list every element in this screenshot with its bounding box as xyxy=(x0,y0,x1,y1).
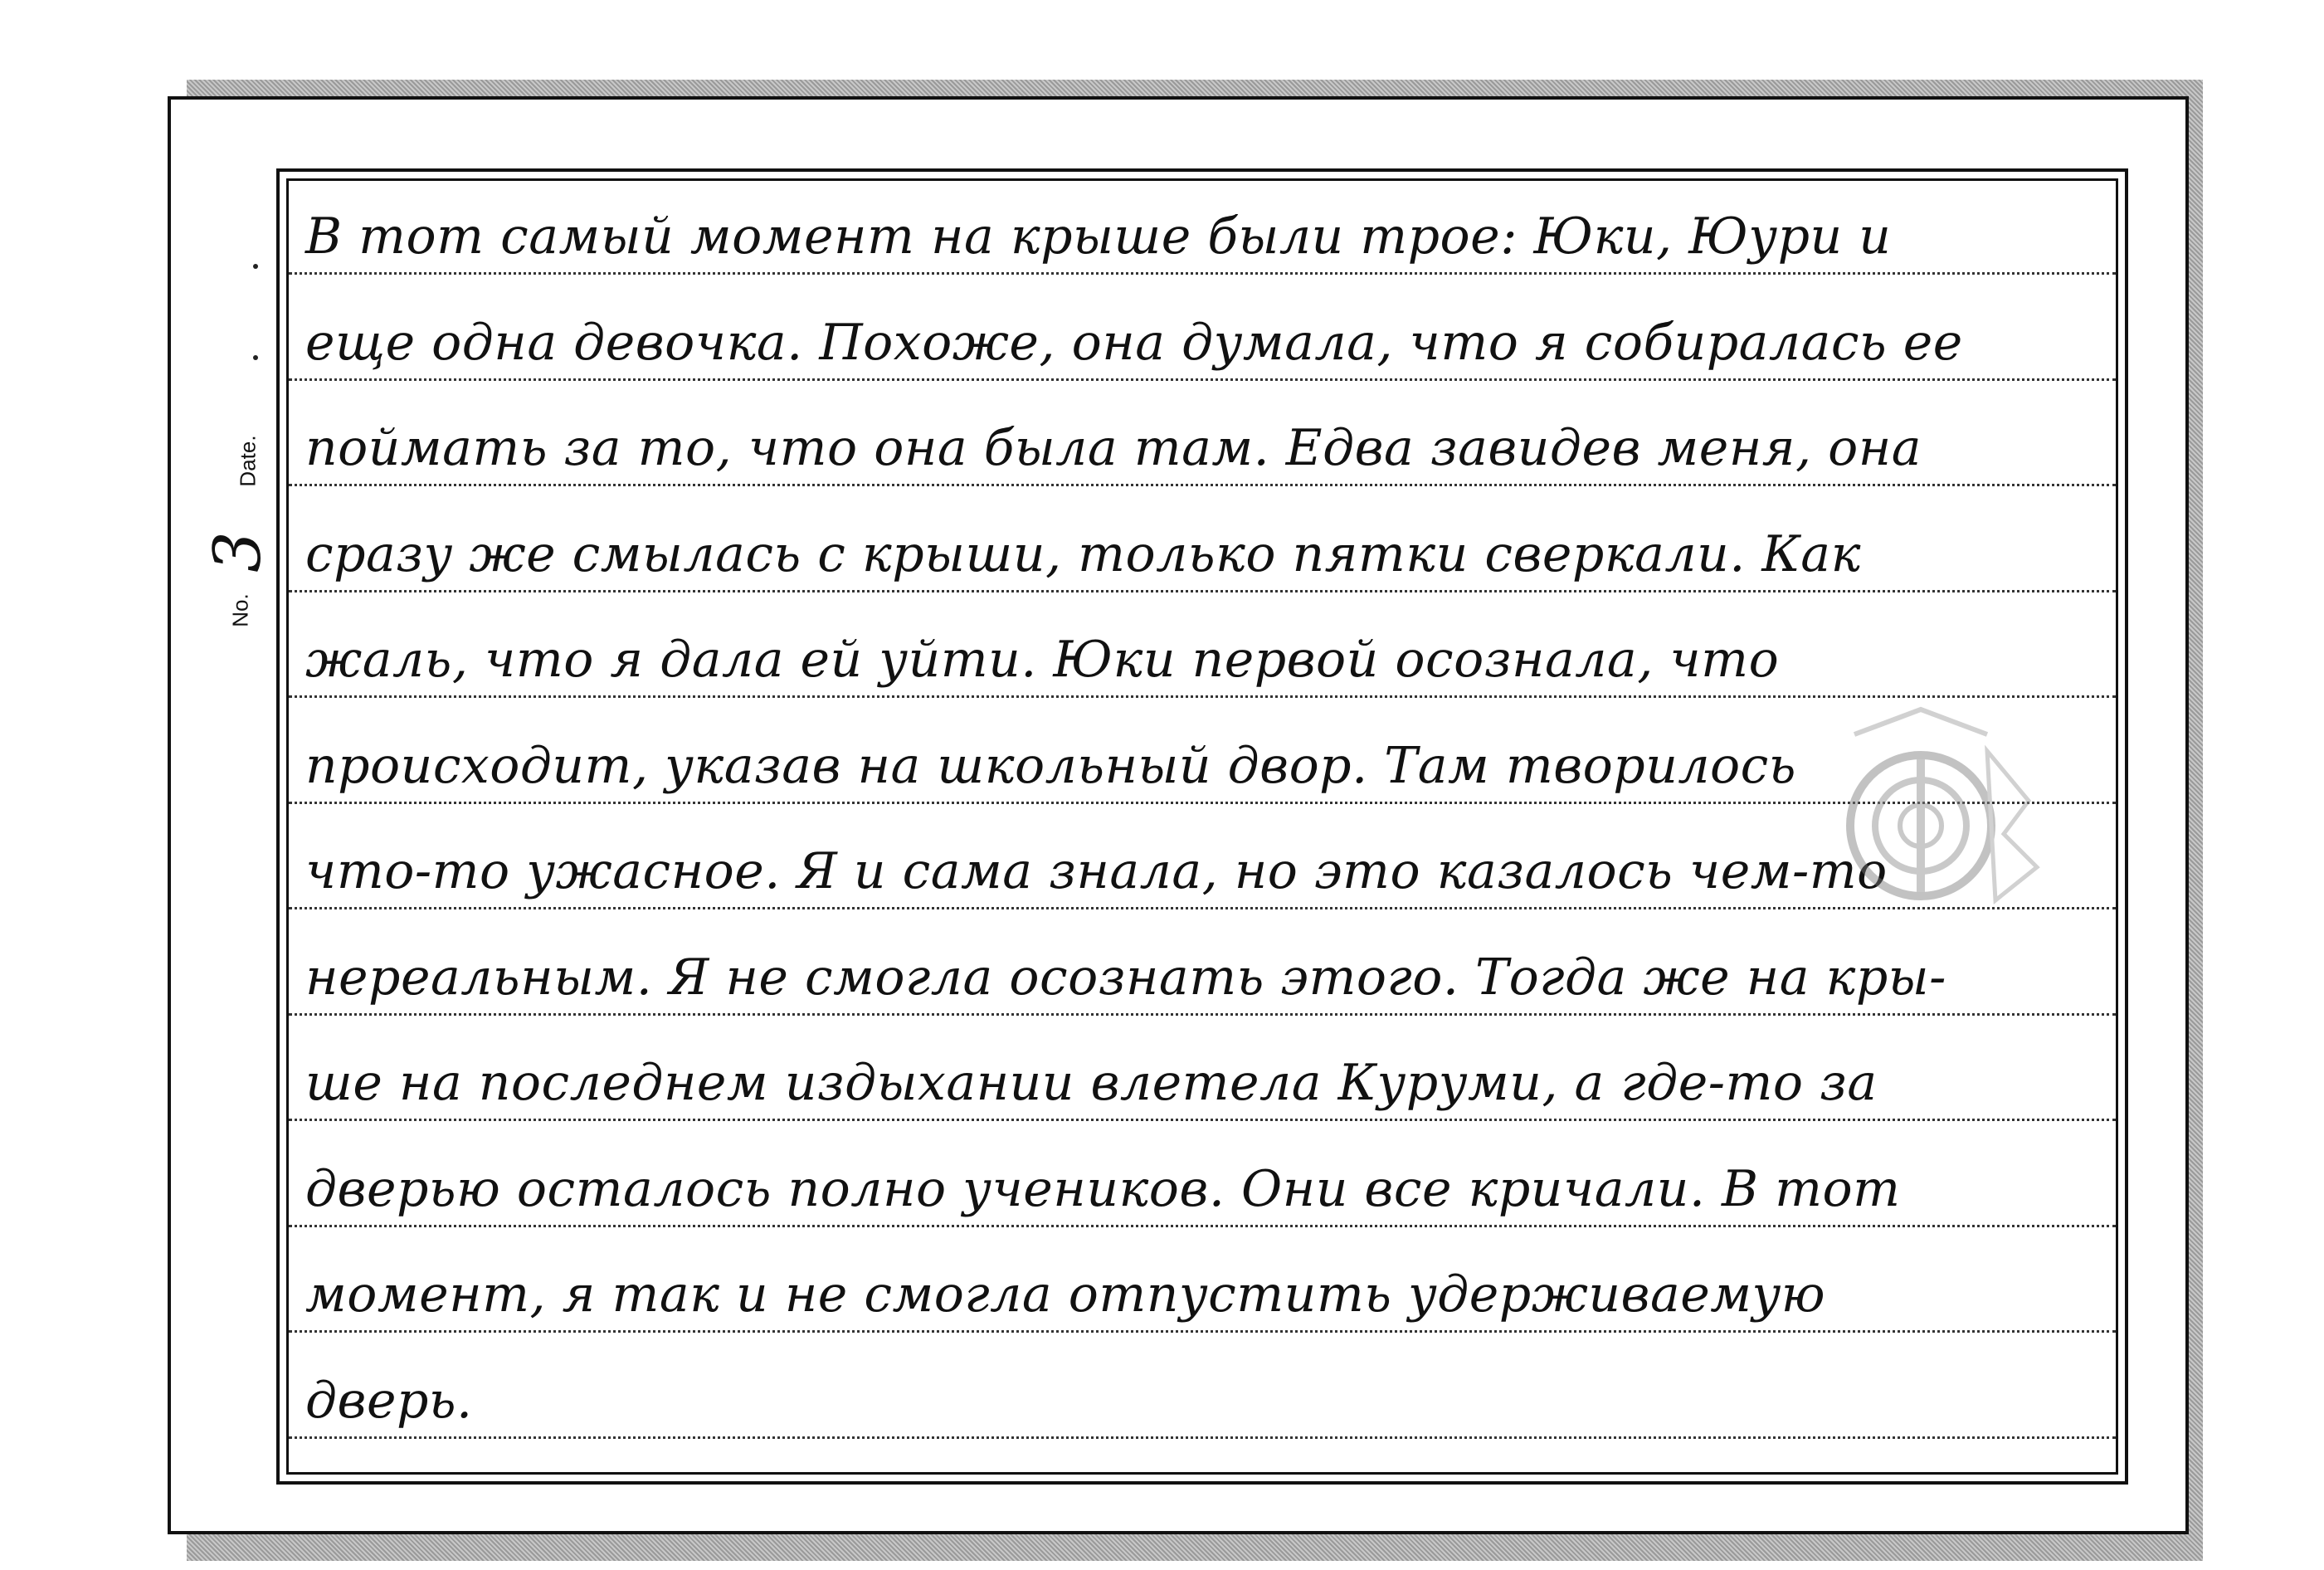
ruled-line xyxy=(289,1225,2116,1227)
ruled-line xyxy=(289,1330,2116,1333)
margin-dot xyxy=(253,264,258,269)
handwritten-line: что-то ужасное. Я и сама знала, но это казалось чем-то xyxy=(305,842,1888,900)
page-number: 3 xyxy=(200,531,275,573)
handwritten-line: сразу же смылась с крыши, только пятки сверкали. Как xyxy=(305,524,1861,583)
handwritten-line: дверью осталось полно учеников. Они все кричали. В тот xyxy=(305,1159,1901,1218)
handwritten-line: еще одна девочка. Похоже, она думала, что я собиралась ее xyxy=(305,313,1963,372)
ruled-line xyxy=(289,590,2116,592)
handwritten-line: нереальным. Я не смогла осознать этого. Тогда же на кры- xyxy=(305,948,1946,1007)
margin-dot xyxy=(253,355,258,360)
ruled-line xyxy=(289,1013,2116,1016)
handwritten-line: момент, я так и не смогла отпустить удерживаемую xyxy=(305,1265,1826,1324)
stamp-icon xyxy=(1838,701,2045,950)
ruled-line xyxy=(289,1119,2116,1121)
ruled-line xyxy=(289,484,2116,486)
handwritten-line: поймать за то, что она была там. Едва завидев меня, она xyxy=(305,419,1922,477)
ruled-line xyxy=(289,272,2116,275)
handwritten-line: ше на последнем издыхании влетела Куруми, а где-то за xyxy=(305,1054,1878,1112)
ruled-line xyxy=(289,378,2116,381)
ruled-line xyxy=(289,1436,2116,1439)
ruled-line xyxy=(289,695,2116,698)
no-label: No. xyxy=(227,593,253,627)
handwritten-line: В тот самый момент на крыше были трое: Юки, Юури и xyxy=(305,207,1892,266)
date-label: Date. xyxy=(235,435,261,487)
handwritten-line: жаль, что я дала ей уйти. Юки первой осознала, что xyxy=(305,631,1780,689)
handwritten-line: дверь. xyxy=(305,1371,473,1430)
handwritten-line: происходит, указав на школьный двор. Там творилось xyxy=(305,736,1796,795)
